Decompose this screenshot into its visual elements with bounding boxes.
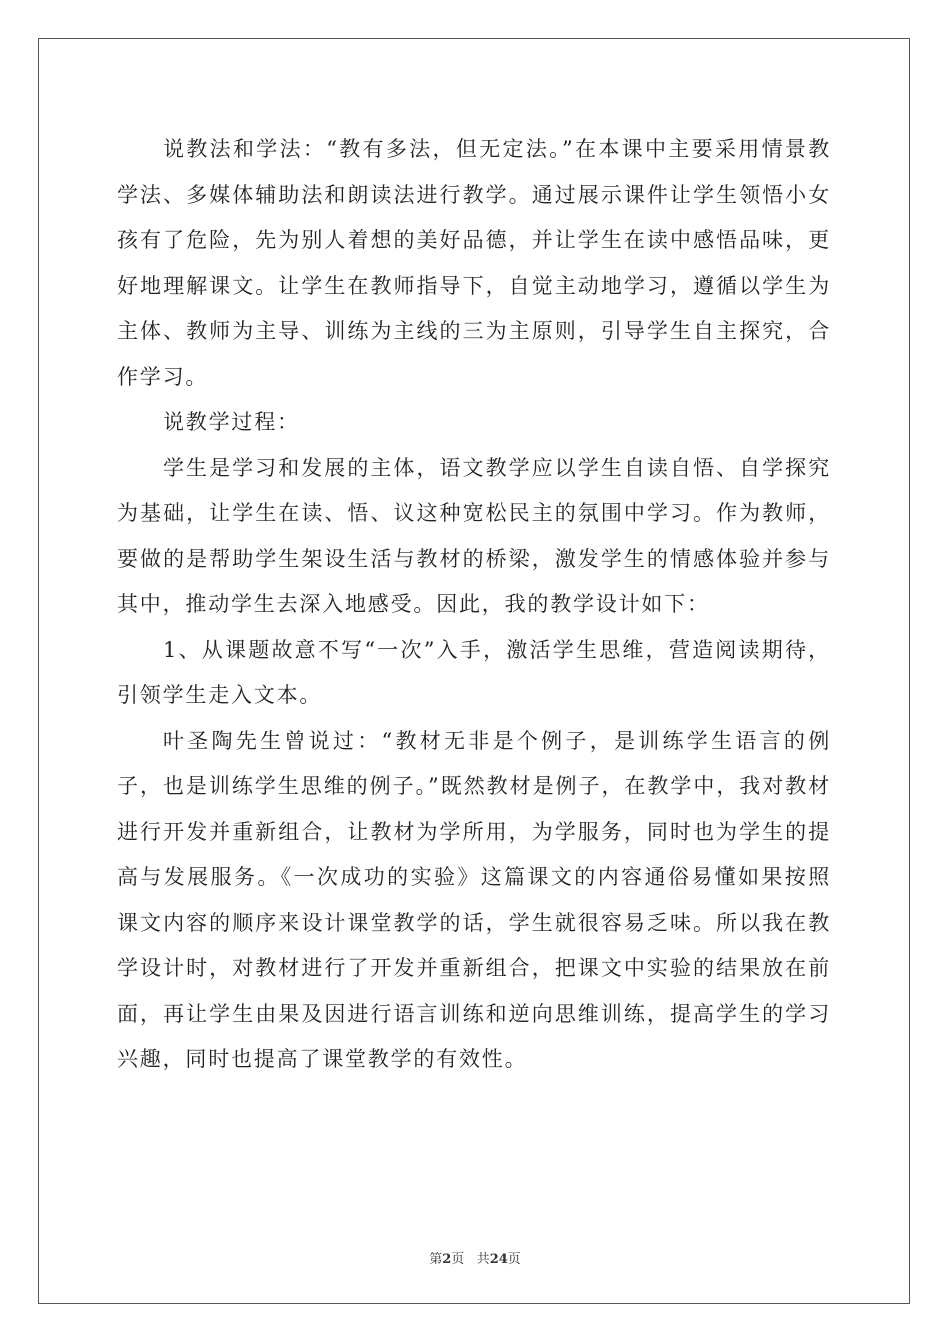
footer-page-number: 2 bbox=[442, 1252, 452, 1267]
footer-total-suffix: 页 bbox=[507, 1252, 521, 1267]
paragraph-student-subject: 学生是学习和发展的主体，语文教学应以学生自读自悟、自学探究为基础，让学生在读、悟、议这种宽松民主的氛围中学习。作为教师，要做的是帮助学生架设生活与教材的桥梁，激发学生的情感体验并参与其中，推动学生去深入地感受。因此，我的教学设计如下： bbox=[117, 455, 831, 616]
footer-total-prefix: 共 bbox=[476, 1252, 490, 1267]
footer-page-suffix: 页 bbox=[451, 1252, 465, 1267]
page-footer bbox=[0, 1248, 950, 1267]
paragraph-teaching-methods: 说教法和学法：“教有多法，但无定法。”在本课中主要采用情景教学法、多媒体辅助法和朗读法进行教学。通过展示课件让学生领悟小女孩有了危险，先为别人着想的美好品德，并让学生在读中感悟品味，更好地理解课文。让学生在教师指导下，自觉主动地学习，遵循以学生为主体、教师为主导、训练为主线的三为主原则，引导学生自主探究，合作学习。 bbox=[117, 137, 831, 389]
paragraph-ye-shengtao: 叶圣陶先生曾说过：“教材无非是个例子，是训练学生语言的例子，也是训练学生思维的例子。”既然教材是例子，在教学中，我对教材进行开发并重新组合，让教材为学所用，为学服务，同时也为学生的提高与发展服务。《一次成功的实验》这篇课文的内容通俗易懂如果按照课文内容的顺序来设计课堂教学的话，学生就很容易乏味。所以我在教学设计时，对教材进行了开发并重新组合，把课文中实验的结果放在前面，再让学生由果及因进行语言训练和逆向思维训练，提高学生的学习兴趣，同时也提高了课堂教学的有效性。 bbox=[117, 728, 831, 1071]
paragraph-step-one: 1、从课题故意不写“一次”入手，激活学生思维，营造阅读期待，引领学生走入文本。 bbox=[117, 637, 831, 707]
footer-total-pages: 24 bbox=[489, 1252, 508, 1267]
footer-prefix: 第 bbox=[429, 1252, 443, 1267]
paragraph-process-heading: 说教学过程： bbox=[163, 410, 300, 434]
document-body bbox=[117, 127, 831, 1083]
